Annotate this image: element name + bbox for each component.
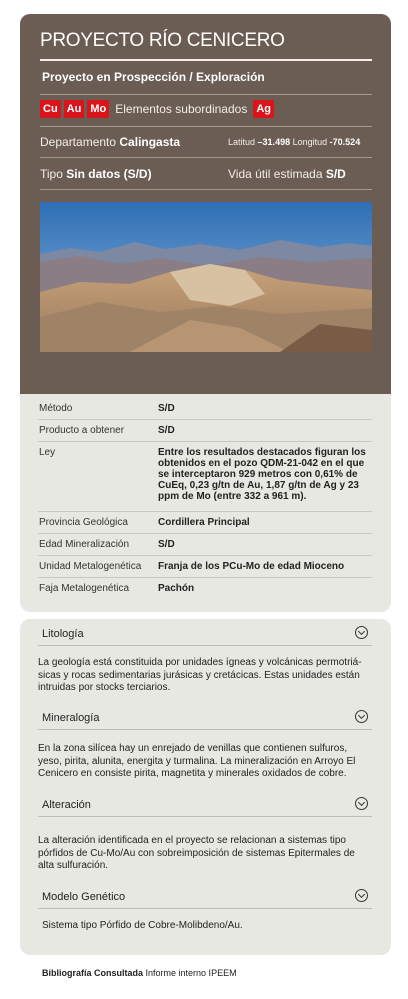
chevron-down-icon[interactable] <box>355 626 368 639</box>
attribute-key: Producto a obtener <box>38 420 157 442</box>
attribute-value: Pachón <box>158 583 195 594</box>
type-label: Tipo <box>40 167 63 181</box>
title-divider <box>40 59 372 61</box>
longitude-value: -70.524 <box>329 137 361 147</box>
department-label: Departamento <box>40 135 117 149</box>
section-body: La alteración identificada en el proyecto se relacionan a sistemas tipo pórfidos de Cu-Mo/Au con sobreimposición de sistemas Epitermales de alta sulfuración. <box>38 835 355 871</box>
attribute-key: Faja Metalogenética <box>39 583 130 594</box>
section-title: Alteración <box>42 799 91 811</box>
table-row <box>38 442 372 512</box>
project-card <box>20 14 391 612</box>
divider <box>40 94 372 95</box>
element-badge-au: Au <box>64 100 85 118</box>
divider <box>40 157 372 158</box>
latitude-label: Latitud <box>228 137 256 147</box>
attribute-value: S/D <box>157 420 372 442</box>
landscape-photo <box>40 202 372 352</box>
chevron-down-icon[interactable] <box>355 889 368 902</box>
section-title: Modelo Genético <box>42 891 126 903</box>
attribute-value: Franja de los PCu-Mo de edad Mioceno <box>157 556 372 578</box>
attribute-value: Entre los resultados destacados figuran los obtenidos en el pozo QDM-21-042 en el que se interceptaron 929 metros con 0,61% de CuEq, 0,23 g/tn de Au, 1,87 g/tn de Ag y 23 ppm de Mo (entre 332 a 961 m). <box>157 442 372 512</box>
divider <box>40 126 372 127</box>
attribute-key: Provincia Geológica <box>38 512 157 534</box>
department-row <box>40 135 180 149</box>
project-status: Proyecto en Prospección / Exploración <box>42 70 265 84</box>
section-body: La geología está constituida por unidades ígneas y volcánicas permotriá-sicas y rocas sedimentarias jurásicas y cretácicas. Estas unidades están intruidas por stocks terciarios. <box>38 657 362 693</box>
bibliography <box>42 968 237 978</box>
bibliography-value: Informe interno IPEEM <box>145 968 237 978</box>
section-title: Litología <box>42 628 84 640</box>
coordinates <box>228 137 360 147</box>
attribute-key: Método <box>38 398 157 420</box>
chevron-down-icon[interactable] <box>355 797 368 810</box>
project-title: PROYECTO RÍO CENICERO <box>40 30 285 51</box>
divider <box>40 189 372 190</box>
longitude-label: Longitud <box>292 137 328 147</box>
attribute-key: Unidad Metalogenética <box>38 556 157 578</box>
attribute-key: Edad Mineralización <box>38 534 157 556</box>
table-row <box>38 534 372 556</box>
table-row <box>38 420 372 442</box>
element-badge-cu: Cu <box>40 100 61 118</box>
latitude-value: –31.498 <box>257 137 291 147</box>
section-header-modelo-genetico[interactable] <box>38 888 372 909</box>
element-badge-ag: Ag <box>253 100 274 118</box>
table-row <box>38 556 372 578</box>
section-header-litologia[interactable] <box>38 625 372 646</box>
useful-life-label: Vida útil estimada <box>228 167 323 181</box>
details-accordion <box>20 619 391 955</box>
table-row <box>38 398 372 420</box>
section-body: En la zona silícea hay un enrejado de venillas que contienen sulfuros, yeso, pirita, alunita, energita y turmalina. La mineralización en Arroyo El Cenicero en consiste pirita, magnetita y minerales oxidados de cobre. <box>38 743 356 779</box>
attribute-value: Cordillera Principal <box>157 512 372 534</box>
subordinate-elements-label: Elementos subordinados <box>115 102 248 116</box>
elements-row <box>40 100 277 118</box>
table-row <box>38 512 372 534</box>
type-row <box>40 167 152 181</box>
section-title: Mineralogía <box>42 712 100 724</box>
department-value: Calingasta <box>119 135 181 149</box>
attribute-value: S/D <box>157 398 372 420</box>
bibliography-label: Bibliografía Consultada <box>42 968 144 978</box>
table-row <box>38 578 372 600</box>
attribute-value: S/D <box>157 534 372 556</box>
section-body: Sistema tipo Pórfido de Cobre-Molibdeno/Au. <box>42 920 243 931</box>
chevron-down-icon[interactable] <box>355 710 368 723</box>
useful-life-value: S/D <box>325 167 346 181</box>
section-header-alteracion[interactable] <box>38 796 372 817</box>
type-value: Sin datos (S/D) <box>66 167 152 181</box>
section-header-mineralogia[interactable] <box>38 709 372 730</box>
useful-life-row <box>228 167 346 181</box>
attribute-key: Ley <box>38 442 157 512</box>
project-header-panel <box>20 14 391 394</box>
attributes-table <box>38 398 372 599</box>
element-badge-mo: Mo <box>87 100 109 118</box>
